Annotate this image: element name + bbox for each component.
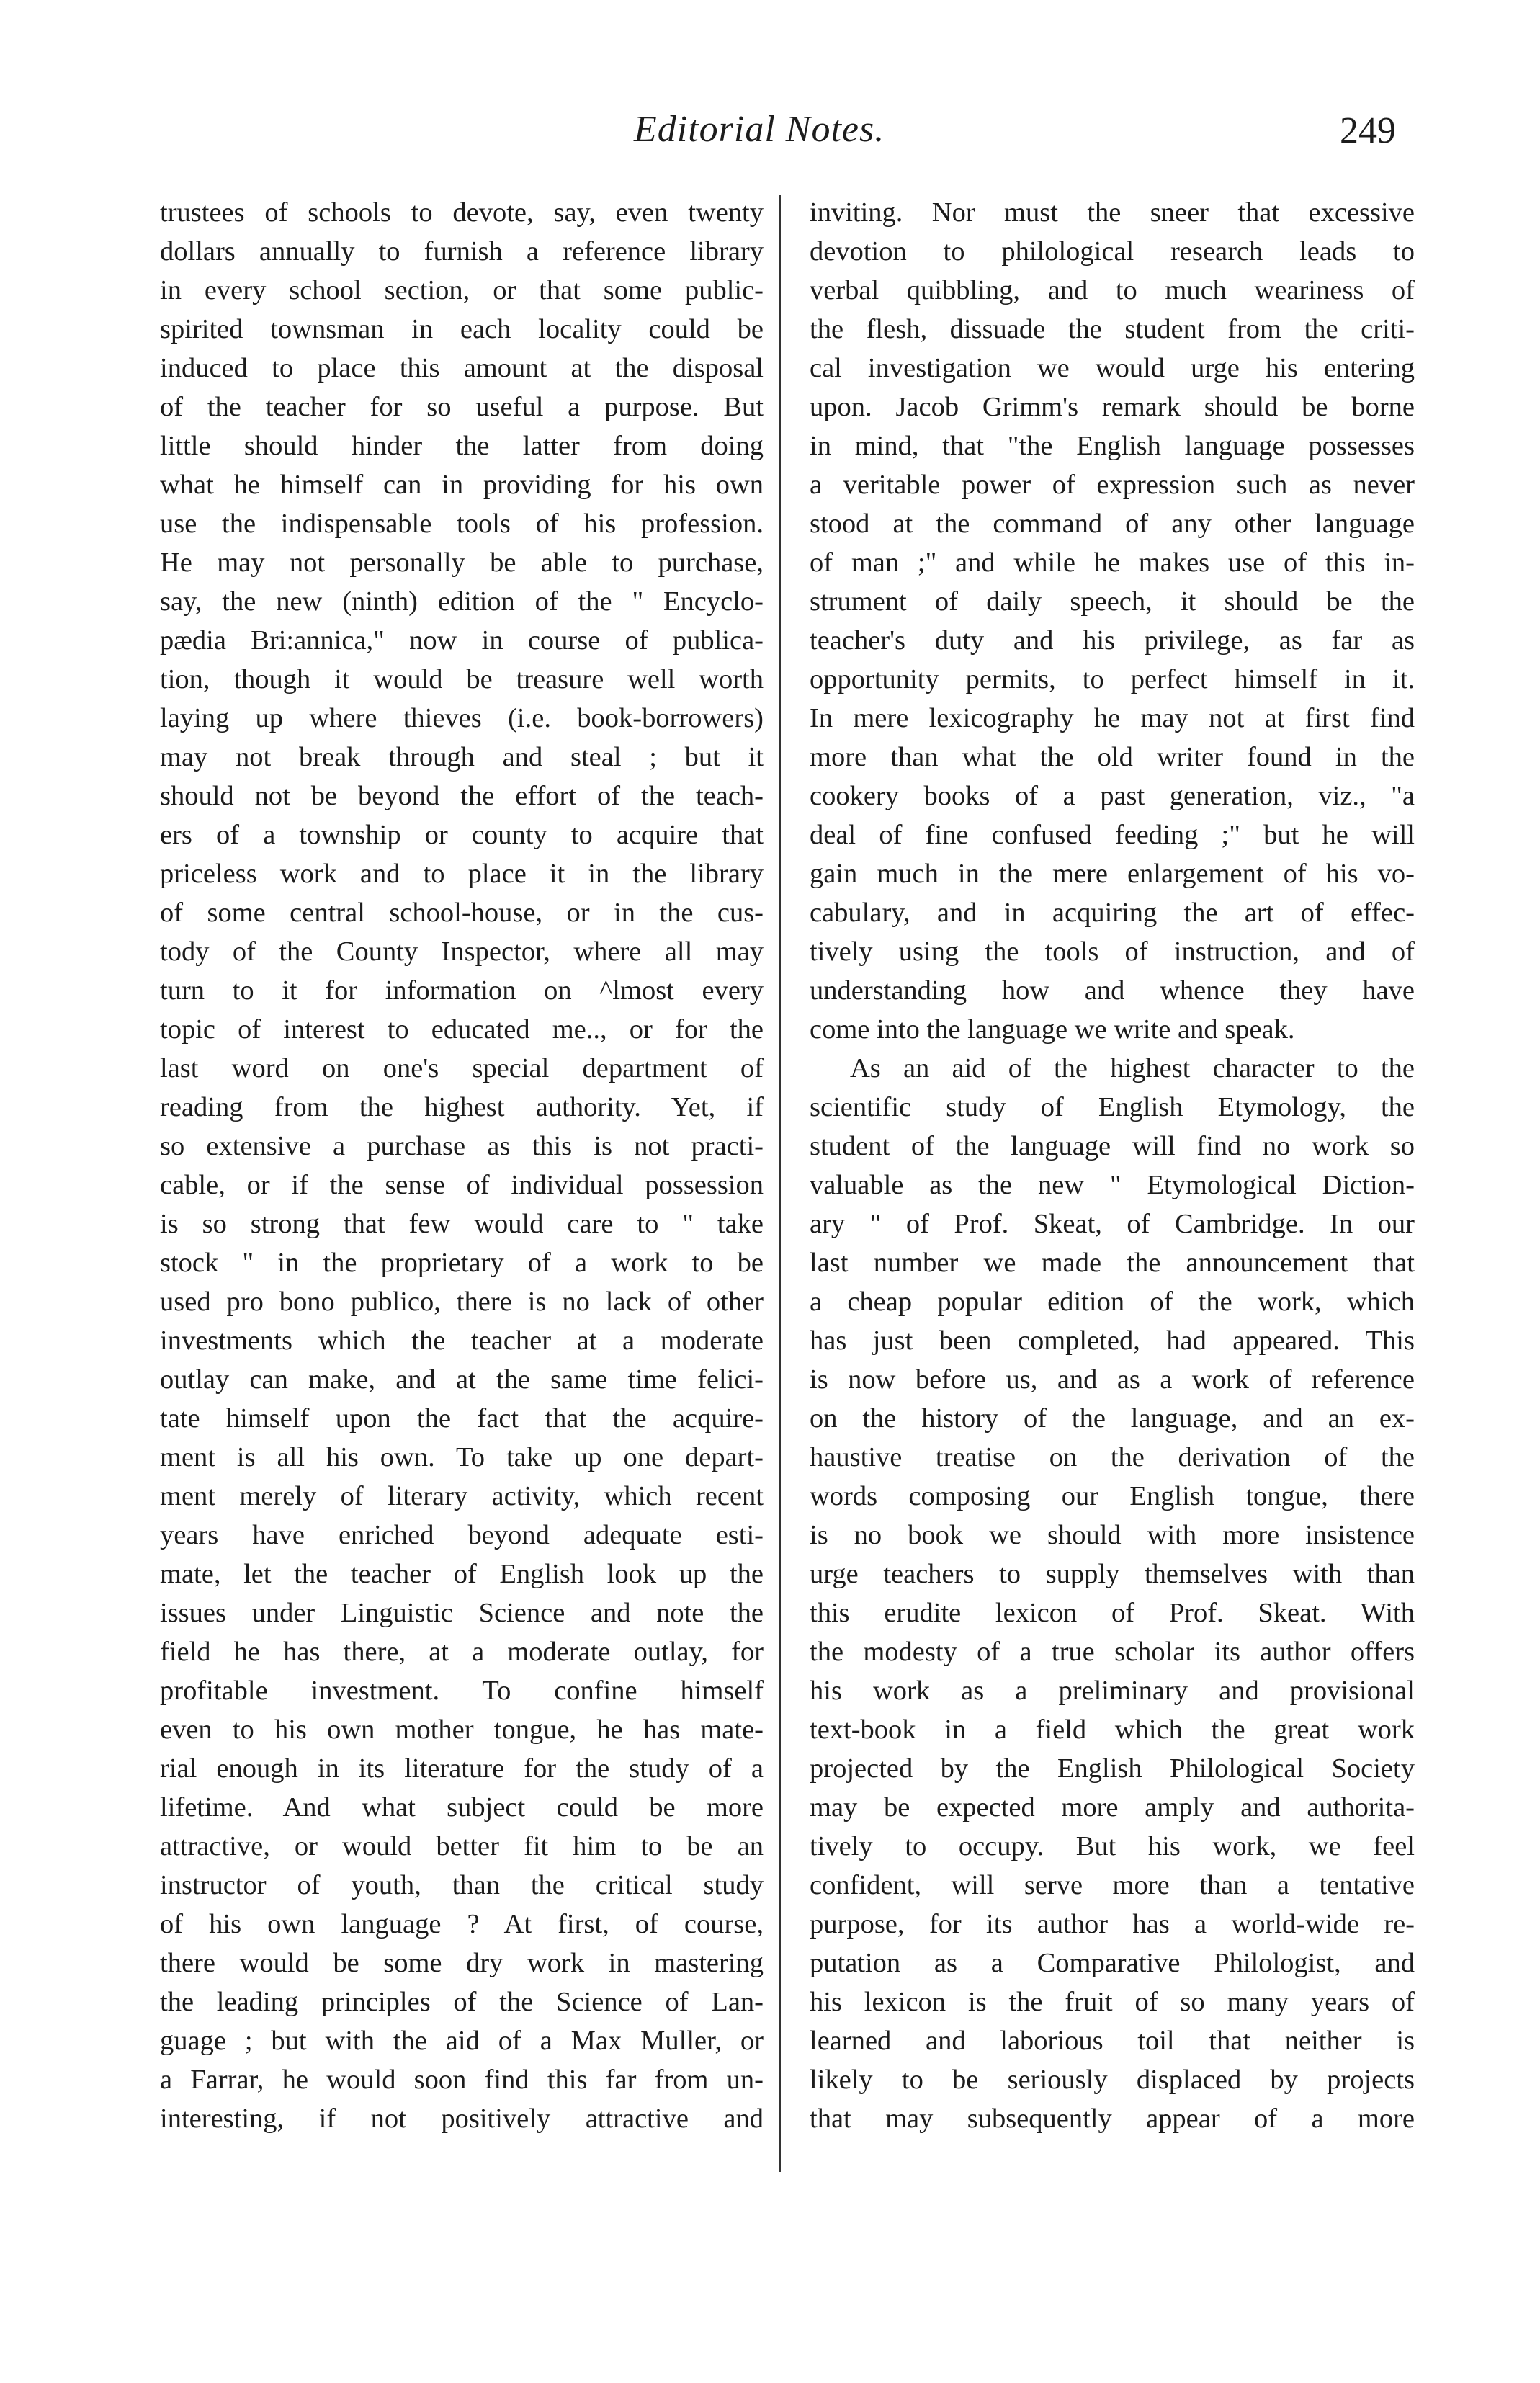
text-line: deal of fine confused feeding ;" but he will	[810, 820, 1415, 850]
text-line: student of the language will find no work so	[810, 1131, 1415, 1161]
text-line: confident, will serve more than a tentative	[810, 1870, 1415, 1900]
text-line: has just been completed, had appeared. This	[810, 1325, 1415, 1356]
text-line: lifetime. And what subject could be more	[160, 1792, 764, 1823]
text-line: outlay can make, and at the same time felici-	[160, 1364, 764, 1395]
text-line: strument of daily speech, it should be the	[810, 586, 1415, 617]
column-divider	[779, 195, 781, 2172]
text-line: ers of a township or county to acquire that	[160, 820, 764, 850]
text-line: teacher's duty and his privilege, as far as	[810, 625, 1415, 656]
text-line: field he has there, at a moderate outlay, for	[160, 1637, 764, 1667]
text-line: profitable investment. To confine himself	[160, 1676, 764, 1706]
text-line: of his own language ? At first, of course,	[160, 1909, 764, 1939]
text-line: He may not personally be able to purchase,	[160, 547, 764, 578]
text-line: of man ;" and while he makes use of this in-	[810, 547, 1415, 578]
text-line: haustive treatise on the derivation of the	[810, 1442, 1415, 1472]
running-head	[0, 108, 1540, 158]
left-column	[160, 193, 764, 2138]
text-line: understanding how and whence they have	[810, 975, 1415, 1006]
text-line: investments which the teacher at a moderate	[160, 1325, 764, 1356]
text-line: the flesh, dissuade the student from the criti-	[810, 314, 1415, 344]
text-line: putation as a Comparative Philologist, and	[810, 1948, 1415, 1978]
text-line: so extensive a purchase as this is not practi-	[160, 1131, 764, 1161]
text-line: is no book we should with more insistence	[810, 1520, 1415, 1550]
text-line: instructor of youth, than the critical study	[160, 1870, 764, 1900]
text-line: tively using the tools of instruction, and of	[810, 936, 1415, 967]
text-line: learned and laborious toil that neither is	[810, 2026, 1415, 2056]
text-line: this erudite lexicon of Prof. Skeat. With	[810, 1598, 1415, 1628]
text-line: on the history of the language, and an ex-	[810, 1403, 1415, 1434]
text-line: devotion to philological research leads to	[810, 236, 1415, 267]
text-line: upon. Jacob Grimm's remark should be borne	[810, 392, 1415, 422]
text-line: of some central school-house, or in the cus-	[160, 898, 764, 928]
text-line: rial enough in its literature for the study of a	[160, 1753, 764, 1784]
text-line: As an aid of the highest character to the	[850, 1053, 1415, 1083]
text-line: tively to occupy. But his work, we feel	[810, 1831, 1415, 1861]
text-line: spirited townsman in each locality could be	[160, 314, 764, 344]
text-line: inviting. Nor must the sneer that excessive	[810, 197, 1415, 228]
text-line: purpose, for its author has a world-wide re-	[810, 1909, 1415, 1939]
text-line: tion, though it would be treasure well worth	[160, 664, 764, 694]
text-line: cal investigation we would urge his entering	[810, 353, 1415, 383]
text-line: is so strong that few would care to " take	[160, 1209, 764, 1239]
text-line: ment is all his own. To take up one depart-	[160, 1442, 764, 1472]
text-line: even to his own mother tongue, he has mate-	[160, 1714, 764, 1745]
text-line: cabulary, and in acquiring the art of effec-	[810, 898, 1415, 928]
text-line: a Farrar, he would soon find this far from un-	[160, 2065, 764, 2095]
text-line: may be expected more amply and authorita-	[810, 1792, 1415, 1823]
text-line: text-book in a field which the great work	[810, 1714, 1415, 1745]
text-line: use the indispensable tools of his profession.	[160, 509, 764, 539]
text-line: opportunity permits, to perfect himself in it.	[810, 664, 1415, 694]
text-line: likely to be seriously displaced by projects	[810, 2065, 1415, 2095]
text-line: his lexicon is the fruit of so many years of	[810, 1987, 1415, 2017]
text-line: what he himself can in providing for his own	[160, 470, 764, 500]
text-line: last word on one's special department of	[160, 1053, 764, 1083]
text-line: mate, let the teacher of English look up the	[160, 1559, 764, 1589]
text-line: laying up where thieves (i.e. book-borrowers)	[160, 703, 764, 733]
text-line: urge teachers to supply themselves with than	[810, 1559, 1415, 1589]
text-line: little should hinder the latter from doing	[160, 431, 764, 461]
text-line: his work as a preliminary and provisional	[810, 1676, 1415, 1706]
text-line: projected by the English Philological Society	[810, 1753, 1415, 1784]
text-line: tody of the County Inspector, where all may	[160, 936, 764, 967]
text-line: dollars annually to furnish a reference library	[160, 236, 764, 267]
text-line: that may subsequently appear of a more	[810, 2103, 1415, 2134]
text-line: ment merely of literary activity, which recent	[160, 1481, 764, 1511]
text-line: of the teacher for so useful a purpose. But	[160, 392, 764, 422]
text-line: gain much in the mere enlargement of his vo-	[810, 859, 1415, 889]
text-line: trustees of schools to devote, say, even twenty	[160, 197, 764, 228]
text-line: In mere lexicography he may not at first find	[810, 703, 1415, 733]
text-line: guage ; but with the aid of a Max Muller, or	[160, 2026, 764, 2056]
text-line: pædia Bri:annica," now in course of publica-	[160, 625, 764, 656]
text-line: cable, or if the sense of individual possession	[160, 1170, 764, 1200]
page-header-title: Editorial Notes.	[634, 109, 885, 150]
text-line: stood at the command of any other language	[810, 509, 1415, 539]
text-line: in every school section, or that some public-	[160, 275, 764, 305]
text-line: scientific study of English Etymology, the	[810, 1092, 1415, 1122]
text-line: induced to place this amount at the disposal	[160, 353, 764, 383]
text-line: say, the new (ninth) edition of the " Encyclo-	[160, 586, 764, 617]
text-line: ary " of Prof. Skeat, of Cambridge. In our	[810, 1209, 1415, 1239]
text-line: the modesty of a true scholar its author offers	[810, 1637, 1415, 1667]
text-line: tate himself upon the fact that the acquire-	[160, 1403, 764, 1434]
text-line: stock " in the proprietary of a work to be	[160, 1248, 764, 1278]
text-line: the leading principles of the Science of Lan-	[160, 1987, 764, 2017]
text-line: interesting, if not positively attractive and	[160, 2103, 764, 2134]
text-line: issues under Linguistic Science and note the	[160, 1598, 764, 1628]
text-line: should not be beyond the effort of the teach-	[160, 781, 764, 811]
text-line: in mind, that "the English language possesses	[810, 431, 1415, 461]
text-line: come into the language we write and speak.	[810, 1014, 1295, 1045]
text-line: reading from the highest authority. Yet, if	[160, 1092, 764, 1122]
text-line: a veritable power of expression such as never	[810, 470, 1415, 500]
right-column	[810, 193, 1415, 2138]
text-line: valuable as the new " Etymological Diction-	[810, 1170, 1415, 1200]
text-line: last number we made the announcement that	[810, 1248, 1415, 1278]
text-line: a cheap popular edition of the work, which	[810, 1287, 1415, 1317]
text-line: more than what the old writer found in the	[810, 742, 1415, 772]
text-line: topic of interest to educated me.., or for the	[160, 1014, 764, 1045]
text-line: words composing our English tongue, there	[810, 1481, 1415, 1511]
text-line: attractive, or would better fit him to be an	[160, 1831, 764, 1861]
text-line: there would be some dry work in mastering	[160, 1948, 764, 1978]
text-line: cookery books of a past generation, viz., "a	[810, 781, 1415, 811]
text-line: may not break through and steal ; but it	[160, 742, 764, 772]
text-line: used pro bono publico, there is no lack of other	[160, 1287, 764, 1317]
text-line: is now before us, and as a work of reference	[810, 1364, 1415, 1395]
text-line: priceless work and to place it in the library	[160, 859, 764, 889]
text-line: years have enriched beyond adequate esti-	[160, 1520, 764, 1550]
page-number: 249	[1340, 110, 1396, 151]
text-line: turn to it for information on ^lmost every	[160, 975, 764, 1006]
text-line: verbal quibbling, and to much weariness of	[810, 275, 1415, 305]
